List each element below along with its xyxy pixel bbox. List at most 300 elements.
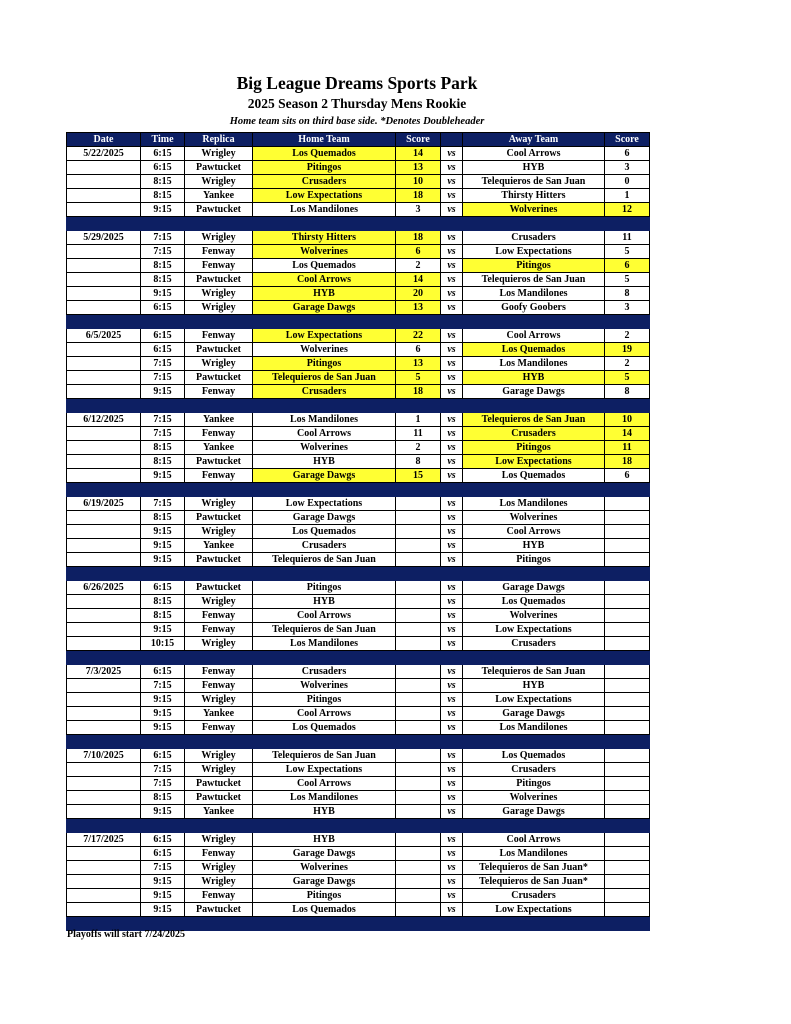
time-cell: 7:15 xyxy=(141,413,185,427)
replica-cell: Pawtucket xyxy=(185,161,253,175)
table-row xyxy=(67,287,650,301)
home-team-cell: Pitingos xyxy=(253,693,396,707)
replica-cell: Fenway xyxy=(185,665,253,679)
home-team-cell: Telequieros de San Juan xyxy=(253,553,396,567)
away-team-cell: Crusaders xyxy=(463,231,605,245)
replica-cell: Fenway xyxy=(185,609,253,623)
away-team-cell: Goofy Goobers xyxy=(463,301,605,315)
away-score-cell: 5 xyxy=(605,245,650,259)
vs-cell: vs xyxy=(441,847,463,861)
away-score-cell xyxy=(605,679,650,693)
col-header-home-score: Score xyxy=(396,133,441,147)
away-score-cell xyxy=(605,833,650,847)
date-cell xyxy=(67,189,141,203)
time-cell: 9:15 xyxy=(141,721,185,735)
replica-cell: Fenway xyxy=(185,847,253,861)
col-header-replica: Replica xyxy=(185,133,253,147)
date-cell xyxy=(67,301,141,315)
week-separator xyxy=(67,735,650,749)
table-row xyxy=(67,385,650,399)
away-team-cell: Telequieros de San Juan xyxy=(463,665,605,679)
away-team-cell: Crusaders xyxy=(463,427,605,441)
vs-cell: vs xyxy=(441,903,463,917)
away-team-cell: Los Mandilones xyxy=(463,357,605,371)
col-header-away-team: Away Team xyxy=(463,133,605,147)
away-team-cell: Low Expectations xyxy=(463,693,605,707)
vs-cell: vs xyxy=(441,147,463,161)
time-cell: 6:15 xyxy=(141,749,185,763)
table-row xyxy=(67,749,650,763)
replica-cell: Yankee xyxy=(185,539,253,553)
away-score-cell xyxy=(605,777,650,791)
vs-cell: vs xyxy=(441,175,463,189)
replica-cell: Pawtucket xyxy=(185,455,253,469)
home-score-cell xyxy=(396,777,441,791)
home-score-cell: 5 xyxy=(396,371,441,385)
vs-cell: vs xyxy=(441,273,463,287)
table-row xyxy=(67,595,650,609)
away-score-cell xyxy=(605,581,650,595)
away-team-cell: Wolverines xyxy=(463,791,605,805)
away-team-cell: Telequieros de San Juan xyxy=(463,273,605,287)
date-cell xyxy=(67,805,141,819)
replica-cell: Wrigley xyxy=(185,231,253,245)
away-team-cell: Crusaders xyxy=(463,763,605,777)
replica-cell: Fenway xyxy=(185,245,253,259)
date-cell: 6/5/2025 xyxy=(67,329,141,343)
table-row xyxy=(67,609,650,623)
replica-cell: Fenway xyxy=(185,889,253,903)
vs-cell: vs xyxy=(441,231,463,245)
table-row xyxy=(67,903,650,917)
away-team-cell: Wolverines xyxy=(463,609,605,623)
away-team-cell: Pitingos xyxy=(463,553,605,567)
week-separator xyxy=(67,567,650,581)
home-team-cell: Garage Dawgs xyxy=(253,511,396,525)
away-team-cell: HYB xyxy=(463,371,605,385)
away-score-cell: 3 xyxy=(605,301,650,315)
home-score-cell: 14 xyxy=(396,147,441,161)
home-team-cell: Crusaders xyxy=(253,539,396,553)
away-score-cell xyxy=(605,497,650,511)
vs-cell: vs xyxy=(441,763,463,777)
away-team-cell: Wolverines xyxy=(463,203,605,217)
vs-cell: vs xyxy=(441,497,463,511)
col-header-date: Date xyxy=(67,133,141,147)
away-score-cell xyxy=(605,665,650,679)
table-row xyxy=(67,497,650,511)
vs-cell: vs xyxy=(441,357,463,371)
away-team-cell: Garage Dawgs xyxy=(463,805,605,819)
date-cell xyxy=(67,455,141,469)
table-row xyxy=(67,833,650,847)
away-team-cell: Pitingos xyxy=(463,777,605,791)
date-cell xyxy=(67,595,141,609)
home-score-cell: 2 xyxy=(396,441,441,455)
replica-cell: Wrigley xyxy=(185,301,253,315)
replica-cell: Yankee xyxy=(185,189,253,203)
time-cell: 7:15 xyxy=(141,245,185,259)
home-team-cell: HYB xyxy=(253,287,396,301)
time-cell: 6:15 xyxy=(141,147,185,161)
home-score-cell: 13 xyxy=(396,161,441,175)
away-team-cell: Los Quemados xyxy=(463,343,605,357)
home-team-cell: Garage Dawgs xyxy=(253,847,396,861)
replica-cell: Wrigley xyxy=(185,525,253,539)
separator-bar xyxy=(67,651,650,665)
date-cell: 5/22/2025 xyxy=(67,147,141,161)
date-cell xyxy=(67,609,141,623)
time-cell: 9:15 xyxy=(141,903,185,917)
away-score-cell xyxy=(605,637,650,651)
separator-bar xyxy=(67,567,650,581)
home-team-cell: Garage Dawgs xyxy=(253,875,396,889)
away-team-cell: Los Mandilones xyxy=(463,287,605,301)
time-cell: 9:15 xyxy=(141,553,185,567)
replica-cell: Yankee xyxy=(185,413,253,427)
vs-cell: vs xyxy=(441,889,463,903)
table-row xyxy=(67,553,650,567)
time-cell: 6:15 xyxy=(141,847,185,861)
home-team-cell: Pitingos xyxy=(253,581,396,595)
time-cell: 9:15 xyxy=(141,805,185,819)
time-cell: 9:15 xyxy=(141,203,185,217)
vs-cell: vs xyxy=(441,875,463,889)
away-score-cell xyxy=(605,623,650,637)
table-row xyxy=(67,371,650,385)
schedule-body xyxy=(67,147,650,931)
home-score-cell xyxy=(396,623,441,637)
time-cell: 9:15 xyxy=(141,525,185,539)
home-score-cell: 6 xyxy=(396,343,441,357)
table-row xyxy=(67,343,650,357)
table-row xyxy=(67,357,650,371)
home-score-cell xyxy=(396,749,441,763)
vs-cell: vs xyxy=(441,441,463,455)
time-cell: 10:15 xyxy=(141,637,185,651)
home-team-cell: Los Mandilones xyxy=(253,637,396,651)
away-team-cell: Telequieros de San Juan* xyxy=(463,875,605,889)
home-team-cell: Wolverines xyxy=(253,245,396,259)
table-row xyxy=(67,511,650,525)
date-cell xyxy=(67,693,141,707)
away-team-cell: Crusaders xyxy=(463,889,605,903)
replica-cell: Wrigley xyxy=(185,833,253,847)
replica-cell: Yankee xyxy=(185,805,253,819)
away-score-cell: 11 xyxy=(605,231,650,245)
replica-cell: Wrigley xyxy=(185,861,253,875)
replica-cell: Pawtucket xyxy=(185,273,253,287)
away-score-cell: 2 xyxy=(605,357,650,371)
home-team-cell: Cool Arrows xyxy=(253,609,396,623)
vs-cell: vs xyxy=(441,539,463,553)
date-cell xyxy=(67,259,141,273)
away-score-cell xyxy=(605,805,650,819)
replica-cell: Pawtucket xyxy=(185,371,253,385)
table-row xyxy=(67,427,650,441)
home-score-cell xyxy=(396,637,441,651)
time-cell: 8:15 xyxy=(141,455,185,469)
away-score-cell xyxy=(605,749,650,763)
home-team-cell: Wolverines xyxy=(253,861,396,875)
date-cell xyxy=(67,539,141,553)
replica-cell: Pawtucket xyxy=(185,553,253,567)
home-team-cell: HYB xyxy=(253,595,396,609)
home-score-cell: 18 xyxy=(396,385,441,399)
away-score-cell xyxy=(605,903,650,917)
away-team-cell: Low Expectations xyxy=(463,903,605,917)
time-cell: 8:15 xyxy=(141,609,185,623)
replica-cell: Wrigley xyxy=(185,357,253,371)
time-cell: 8:15 xyxy=(141,511,185,525)
away-team-cell: Low Expectations xyxy=(463,245,605,259)
home-team-cell: Los Mandilones xyxy=(253,203,396,217)
vs-cell: vs xyxy=(441,721,463,735)
away-score-cell: 6 xyxy=(605,259,650,273)
away-team-cell: Los Quemados xyxy=(463,595,605,609)
away-team-cell: Garage Dawgs xyxy=(463,385,605,399)
table-header-row xyxy=(67,133,650,147)
replica-cell: Pawtucket xyxy=(185,791,253,805)
table-row xyxy=(67,245,650,259)
home-score-cell xyxy=(396,581,441,595)
replica-cell: Pawtucket xyxy=(185,777,253,791)
vs-cell: vs xyxy=(441,777,463,791)
table-row xyxy=(67,455,650,469)
time-cell: 8:15 xyxy=(141,175,185,189)
home-score-cell: 18 xyxy=(396,189,441,203)
table-row xyxy=(67,539,650,553)
time-cell: 8:15 xyxy=(141,595,185,609)
date-cell xyxy=(67,371,141,385)
table-row xyxy=(67,581,650,595)
away-team-cell: Garage Dawgs xyxy=(463,581,605,595)
replica-cell: Wrigley xyxy=(185,287,253,301)
away-team-cell: Cool Arrows xyxy=(463,833,605,847)
vs-cell: vs xyxy=(441,609,463,623)
vs-cell: vs xyxy=(441,245,463,259)
date-cell xyxy=(67,553,141,567)
home-score-cell xyxy=(396,595,441,609)
vs-cell: vs xyxy=(441,833,463,847)
away-team-cell: Low Expectations xyxy=(463,623,605,637)
away-team-cell: Garage Dawgs xyxy=(463,707,605,721)
date-cell: 7/10/2025 xyxy=(67,749,141,763)
away-score-cell: 14 xyxy=(605,427,650,441)
home-score-cell: 18 xyxy=(396,231,441,245)
away-score-cell: 19 xyxy=(605,343,650,357)
home-score-cell: 2 xyxy=(396,259,441,273)
replica-cell: Wrigley xyxy=(185,637,253,651)
date-cell xyxy=(67,763,141,777)
away-team-cell: HYB xyxy=(463,161,605,175)
away-team-cell: Los Mandilones xyxy=(463,847,605,861)
time-cell: 8:15 xyxy=(141,189,185,203)
date-cell xyxy=(67,791,141,805)
table-row xyxy=(67,889,650,903)
date-cell: 6/12/2025 xyxy=(67,413,141,427)
replica-cell: Wrigley xyxy=(185,175,253,189)
away-score-cell: 10 xyxy=(605,413,650,427)
vs-cell: vs xyxy=(441,371,463,385)
date-cell xyxy=(67,469,141,483)
home-team-cell: HYB xyxy=(253,833,396,847)
date-cell xyxy=(67,343,141,357)
time-cell: 9:15 xyxy=(141,469,185,483)
away-score-cell: 5 xyxy=(605,371,650,385)
home-team-cell: Crusaders xyxy=(253,665,396,679)
home-team-cell: Los Quemados xyxy=(253,903,396,917)
vs-cell: vs xyxy=(441,329,463,343)
table-row xyxy=(67,329,650,343)
table-row xyxy=(67,847,650,861)
vs-cell: vs xyxy=(441,553,463,567)
vs-cell: vs xyxy=(441,427,463,441)
home-score-cell: 11 xyxy=(396,427,441,441)
home-score-cell xyxy=(396,707,441,721)
time-cell: 7:15 xyxy=(141,679,185,693)
time-cell: 6:15 xyxy=(141,665,185,679)
away-score-cell: 6 xyxy=(605,147,650,161)
date-cell xyxy=(67,161,141,175)
week-separator xyxy=(67,651,650,665)
home-score-cell xyxy=(396,497,441,511)
col-header-time: Time xyxy=(141,133,185,147)
vs-cell: vs xyxy=(441,623,463,637)
col-header-away-score: Score xyxy=(605,133,650,147)
vs-cell: vs xyxy=(441,203,463,217)
time-cell: 7:15 xyxy=(141,763,185,777)
week-separator xyxy=(67,399,650,413)
away-team-cell: Telequieros de San Juan xyxy=(463,413,605,427)
home-team-cell: Low Expectations xyxy=(253,189,396,203)
home-score-cell: 20 xyxy=(396,287,441,301)
date-cell xyxy=(67,427,141,441)
replica-cell: Fenway xyxy=(185,469,253,483)
table-row xyxy=(67,777,650,791)
date-cell: 5/29/2025 xyxy=(67,231,141,245)
time-cell: 8:15 xyxy=(141,273,185,287)
separator-bar xyxy=(67,315,650,329)
time-cell: 6:15 xyxy=(141,161,185,175)
home-team-cell: Los Quemados xyxy=(253,259,396,273)
date-cell xyxy=(67,679,141,693)
separator-bar xyxy=(67,399,650,413)
home-team-cell: HYB xyxy=(253,805,396,819)
away-score-cell xyxy=(605,861,650,875)
away-team-cell: Los Mandilones xyxy=(463,497,605,511)
table-row xyxy=(67,525,650,539)
home-team-cell: Cool Arrows xyxy=(253,273,396,287)
home-score-cell xyxy=(396,833,441,847)
week-separator xyxy=(67,483,650,497)
replica-cell: Fenway xyxy=(185,679,253,693)
table-row xyxy=(67,637,650,651)
replica-cell: Wrigley xyxy=(185,497,253,511)
vs-cell: vs xyxy=(441,693,463,707)
home-team-cell: Los Mandilones xyxy=(253,413,396,427)
vs-cell: vs xyxy=(441,301,463,315)
vs-cell: vs xyxy=(441,805,463,819)
home-team-cell: Wolverines xyxy=(253,343,396,357)
time-cell: 6:15 xyxy=(141,343,185,357)
page-title: Big League Dreams Sports Park xyxy=(236,73,478,93)
time-cell: 6:15 xyxy=(141,301,185,315)
home-team-cell: Low Expectations xyxy=(253,329,396,343)
time-cell: 9:15 xyxy=(141,875,185,889)
date-cell xyxy=(67,707,141,721)
away-team-cell: HYB xyxy=(463,679,605,693)
week-separator xyxy=(67,217,650,231)
date-cell xyxy=(67,203,141,217)
home-team-cell: Pitingos xyxy=(253,357,396,371)
home-team-cell: Los Quemados xyxy=(253,525,396,539)
separator-bar xyxy=(67,217,650,231)
away-team-cell: Crusaders xyxy=(463,637,605,651)
table-row xyxy=(67,721,650,735)
table-row xyxy=(67,875,650,889)
away-team-cell: Cool Arrows xyxy=(463,147,605,161)
home-team-cell: Low Expectations xyxy=(253,497,396,511)
vs-cell: vs xyxy=(441,791,463,805)
table-row xyxy=(67,161,650,175)
home-score-cell xyxy=(396,679,441,693)
date-cell: 7/3/2025 xyxy=(67,665,141,679)
home-score-cell xyxy=(396,805,441,819)
home-score-cell xyxy=(396,721,441,735)
home-team-cell: Telequieros de San Juan xyxy=(253,623,396,637)
week-separator xyxy=(67,819,650,833)
vs-cell: vs xyxy=(441,637,463,651)
home-team-cell: Telequieros de San Juan xyxy=(253,749,396,763)
home-score-cell: 8 xyxy=(396,455,441,469)
replica-cell: Pawtucket xyxy=(185,903,253,917)
home-score-cell: 14 xyxy=(396,273,441,287)
home-score-cell: 6 xyxy=(396,245,441,259)
time-cell: 7:15 xyxy=(141,231,185,245)
schedule-note: Home team sits on third base side. *Denotes Doubleheader xyxy=(229,116,485,127)
replica-cell: Pawtucket xyxy=(185,203,253,217)
table-row xyxy=(67,413,650,427)
away-score-cell xyxy=(605,553,650,567)
date-cell xyxy=(67,357,141,371)
date-cell xyxy=(67,511,141,525)
away-score-cell xyxy=(605,693,650,707)
home-team-cell: Wolverines xyxy=(253,441,396,455)
home-score-cell xyxy=(396,693,441,707)
home-score-cell: 1 xyxy=(396,413,441,427)
table-row xyxy=(67,707,650,721)
table-row xyxy=(67,791,650,805)
table-row xyxy=(67,861,650,875)
away-score-cell: 0 xyxy=(605,175,650,189)
col-header-home-team: Home Team xyxy=(253,133,396,147)
home-team-cell: Thirsty Hitters xyxy=(253,231,396,245)
date-cell xyxy=(67,245,141,259)
date-cell xyxy=(67,287,141,301)
replica-cell: Wrigley xyxy=(185,875,253,889)
away-score-cell: 11 xyxy=(605,441,650,455)
home-score-cell xyxy=(396,609,441,623)
vs-cell: vs xyxy=(441,679,463,693)
home-team-cell: Crusaders xyxy=(253,175,396,189)
away-score-cell: 1 xyxy=(605,189,650,203)
away-team-cell: Los Quemados xyxy=(463,749,605,763)
time-cell: 9:15 xyxy=(141,287,185,301)
home-team-cell: Crusaders xyxy=(253,385,396,399)
home-score-cell xyxy=(396,539,441,553)
table-row xyxy=(67,441,650,455)
